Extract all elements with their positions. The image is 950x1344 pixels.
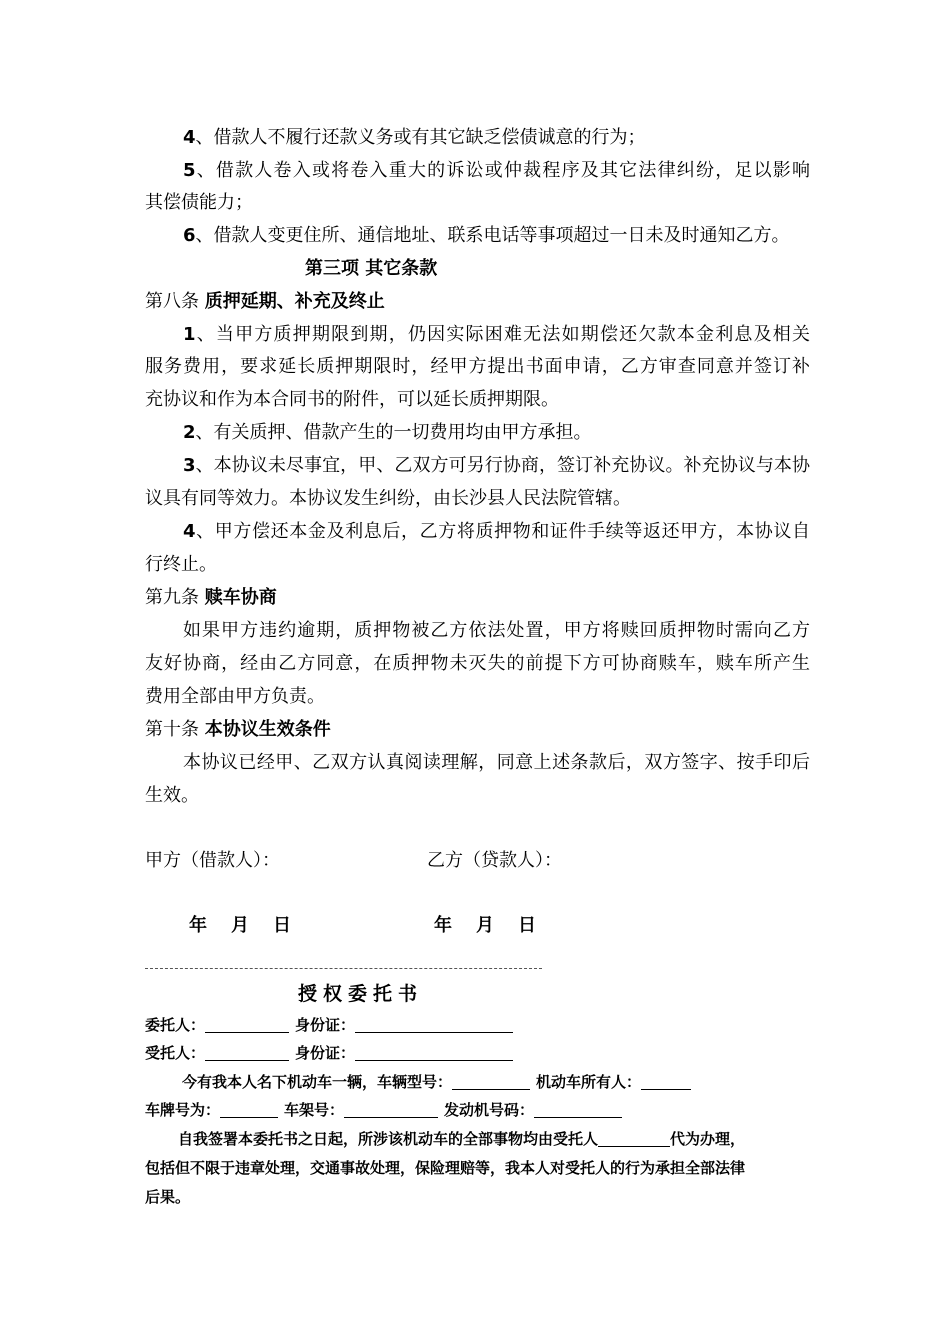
- frame-field[interactable]: [344, 1101, 438, 1118]
- principal-label: 委托人：: [145, 1016, 206, 1034]
- plate-field[interactable]: [220, 1101, 278, 1118]
- date-month: 月: [476, 915, 494, 936]
- principal-row: [145, 1013, 513, 1037]
- statement-line3: 后果。: [145, 1188, 191, 1206]
- article-title: 赎车协商: [204, 587, 277, 608]
- art10-line2: 生效。: [145, 785, 199, 806]
- art9-line2: 友好协商，经由乙方同意，在质押物未灭失的前提下方可协商赎车，赎车所产生: [145, 653, 810, 674]
- date-year: 年: [189, 915, 207, 936]
- engine-field[interactable]: [534, 1101, 622, 1118]
- art8-para1-line3: 充协议和作为本合同书的附件，可以延长质押期限。: [145, 389, 559, 410]
- agent-blank-field[interactable]: [598, 1130, 670, 1147]
- art8-para3-line1: [183, 450, 810, 482]
- id-label: 身份证：: [295, 1044, 356, 1062]
- agent-id-field[interactable]: [355, 1044, 513, 1061]
- item-text: 、当甲方质押期限到期，仍因实际困难无法如期偿还欠款本金利息及相关: [195, 324, 810, 345]
- statement-text: 代为办理，: [670, 1130, 746, 1148]
- item-number: 5: [183, 160, 196, 181]
- item-text: 、借款人变更住所、通信地址、联系电话等事项超过一日未及时通知乙方。: [195, 225, 790, 246]
- art8-para4-line1: [183, 516, 810, 548]
- art8-para1-line1: [183, 319, 810, 351]
- clause-item-5-cont: 其偿债能力；: [145, 192, 253, 213]
- art10-line1: 本协议已经甲、乙双方认真阅读理解，同意上述条款后，双方签字、按手印后: [183, 752, 810, 773]
- article-prefix: 第十条: [145, 719, 205, 740]
- statement-line2: 包括但不限于违章处理，交通事故处理，保险理赔等，我本人对受托人的行为承担全部法律: [145, 1159, 746, 1177]
- item-text: 、借款人不履行还款义务或有其它缺乏偿债诚意的行为；: [195, 127, 646, 148]
- date-year: 年: [434, 915, 452, 936]
- statement-line1: [178, 1127, 745, 1151]
- owner-field[interactable]: [641, 1073, 691, 1090]
- art9-line1: 如果甲方违约逾期，质押物被乙方依法处置，甲方将赎回质押物时需向乙方: [183, 620, 810, 641]
- vehicle-model-field[interactable]: [452, 1073, 530, 1090]
- cut-line: [145, 968, 542, 969]
- agent-label: 受托人：: [145, 1044, 206, 1062]
- id-label: 身份证：: [295, 1016, 356, 1034]
- item-number: 6: [183, 225, 196, 246]
- item-text: 、甲方偿还本金及利息后，乙方将质押物和证件手续等返还甲方，本协议自: [195, 521, 810, 542]
- item-number: 1: [183, 324, 196, 345]
- party-a-signature-label: 甲方（借款人）：: [145, 850, 280, 871]
- art8-para2: [183, 417, 810, 449]
- date-day: 日: [518, 915, 536, 936]
- statement-text: 自我签署本委托书之日起，所涉该机动车的全部事物均由受托人: [178, 1130, 599, 1148]
- art8-para1-line2: 服务费用，要求延长质押期限时，经甲方提出书面申请，乙方审查同意并签订补: [145, 356, 810, 377]
- section-title: 第三项 其它条款: [305, 258, 438, 279]
- clause-item-5: [183, 155, 810, 187]
- item-number: 2: [183, 422, 196, 443]
- art8-para3-line2: 议具有同等效力。本协议发生纠纷，由长沙县人民法院管辖。: [145, 488, 631, 509]
- party-a-date: [189, 910, 291, 942]
- item-number: 4: [183, 521, 196, 542]
- party-b-date: [434, 910, 536, 942]
- authorization-title: 授权委托书: [298, 983, 424, 1005]
- article-prefix: 第九条: [145, 587, 205, 608]
- art8-para4-line2: 行终止。: [145, 554, 217, 575]
- article-9-heading: [145, 582, 810, 614]
- principal-name-field[interactable]: [205, 1016, 289, 1033]
- article-title: 质押延期、补充及终止: [204, 291, 385, 312]
- party-b-signature-label: 乙方（贷款人）：: [427, 850, 562, 871]
- vehicle-model-label: 今有我本人名下机动车一辆，车辆型号：: [182, 1073, 453, 1091]
- item-number: 3: [183, 455, 196, 476]
- clause-item-6: [183, 220, 810, 252]
- frame-label: 车架号：: [284, 1101, 345, 1119]
- plate-row: [145, 1098, 622, 1122]
- article-8-heading: [145, 286, 810, 318]
- owner-label: 机动车所有人：: [536, 1073, 642, 1091]
- date-month: 月: [231, 915, 249, 936]
- item-text: 、借款人卷入或将卷入重大的诉讼或仲裁程序及其它法律纠纷，足以影响: [195, 160, 810, 181]
- engine-label: 发动机号码：: [444, 1101, 535, 1119]
- article-title: 本协议生效条件: [204, 719, 331, 740]
- date-day: 日: [273, 915, 291, 936]
- clause-item-4: [183, 122, 810, 154]
- art9-line3: 费用全部由甲方负责。: [145, 686, 325, 707]
- item-number: 4: [183, 127, 196, 148]
- principal-id-field[interactable]: [355, 1016, 513, 1033]
- vehicle-row: [182, 1070, 691, 1094]
- agent-name-field[interactable]: [205, 1044, 289, 1061]
- article-prefix: 第八条: [145, 291, 205, 312]
- agent-row: [145, 1041, 513, 1065]
- item-text: 、有关质押、借款产生的一切费用均由甲方承担。: [195, 422, 592, 443]
- article-10-heading: [145, 714, 810, 746]
- plate-label: 车牌号为：: [145, 1101, 221, 1119]
- item-text: 、本协议未尽事宜，甲、乙双方可另行协商，签订补充协议。补充协议与本协: [195, 455, 810, 476]
